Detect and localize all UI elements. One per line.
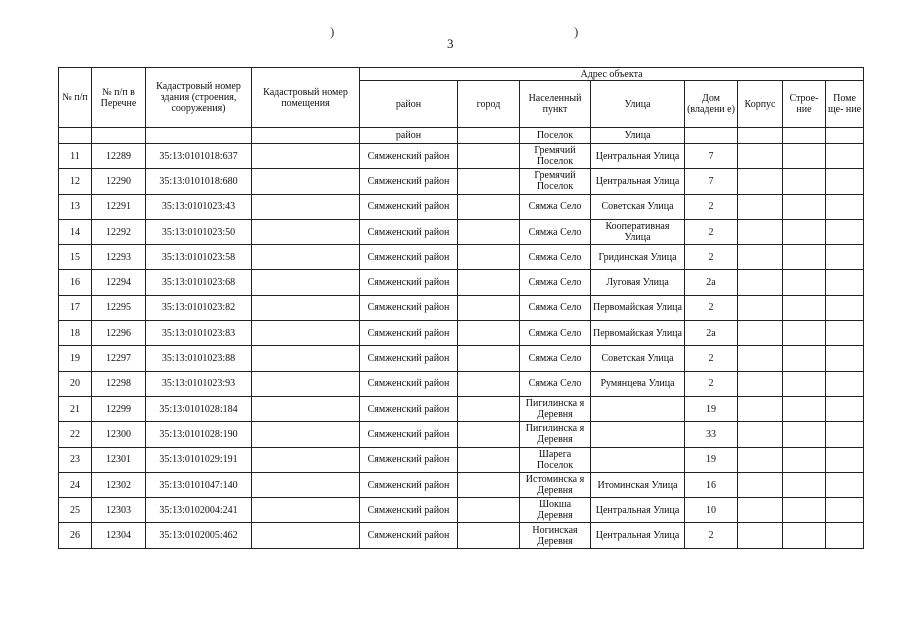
- cell-district: район: [360, 128, 458, 144]
- cell-building-cadastral: 35:13:0102004:241: [146, 498, 252, 523]
- cell-district: Сямженский район: [360, 144, 458, 169]
- cell-house: 2а: [685, 321, 738, 346]
- cell-list-num: [92, 128, 146, 144]
- continuation-row: [59, 128, 864, 144]
- cell-num: 14: [59, 219, 92, 244]
- cell-pomeshchenie: [826, 472, 864, 497]
- cell-list-num: 12293: [92, 245, 146, 270]
- cell-num: 24: [59, 472, 92, 497]
- cell-street: Первомайская Улица: [591, 295, 685, 320]
- cell-settlement: Сямжа Село: [520, 270, 591, 295]
- table-row: [59, 270, 864, 295]
- cell-city: [458, 321, 520, 346]
- header-settlement: Населенный пункт: [520, 81, 591, 128]
- cell-city: [458, 523, 520, 548]
- cell-building-cadastral: 35:13:0101029:191: [146, 447, 252, 472]
- table-row: [59, 396, 864, 421]
- cell-house: 19: [685, 447, 738, 472]
- cell-building-cadastral: 35:13:0101018:680: [146, 169, 252, 194]
- cell-list-num: 12302: [92, 472, 146, 497]
- table-row: [59, 422, 864, 447]
- cell-city: [458, 472, 520, 497]
- cell-settlement: Сямжа Село: [520, 194, 591, 219]
- cell-building-cadastral: 35:13:0101023:50: [146, 219, 252, 244]
- cell-building-cadastral: [146, 128, 252, 144]
- cell-pomeshchenie: [826, 447, 864, 472]
- header-street: Улица: [591, 81, 685, 128]
- cell-num: 23: [59, 447, 92, 472]
- cell-settlement: Пигилинска я Деревня: [520, 422, 591, 447]
- property-register-table: [58, 67, 864, 549]
- cell-city: [458, 219, 520, 244]
- cell-pomeshchenie: [826, 422, 864, 447]
- cell-korpus: [738, 219, 783, 244]
- cell-stroenie: [783, 144, 826, 169]
- cell-district: Сямженский район: [360, 270, 458, 295]
- cell-stroenie: [783, 346, 826, 371]
- cell-list-num: 12298: [92, 371, 146, 396]
- cell-city: [458, 169, 520, 194]
- cell-city: [458, 371, 520, 396]
- table-row: [59, 447, 864, 472]
- cell-list-num: 12300: [92, 422, 146, 447]
- cell-premises-cadastral: [252, 472, 360, 497]
- cell-list-num: 12295: [92, 295, 146, 320]
- cell-korpus: [738, 422, 783, 447]
- cell-pomeshchenie: [826, 144, 864, 169]
- cell-settlement: Сямжа Село: [520, 371, 591, 396]
- cell-house: 7: [685, 169, 738, 194]
- cell-street: [591, 422, 685, 447]
- cell-settlement: Пигилинска я Деревня: [520, 396, 591, 421]
- cell-street: Центральная Улица: [591, 169, 685, 194]
- cell-premises-cadastral: [252, 346, 360, 371]
- header-list-num: № п/п в Перечне: [92, 68, 146, 128]
- cell-district: Сямженский район: [360, 245, 458, 270]
- table-header: [59, 68, 864, 144]
- cell-city: [458, 245, 520, 270]
- cell-house: 2: [685, 523, 738, 548]
- cell-house: 19: [685, 396, 738, 421]
- cell-list-num: 12292: [92, 219, 146, 244]
- cell-list-num: 12299: [92, 396, 146, 421]
- header-korpus: Корпус: [738, 81, 783, 128]
- cell-premises-cadastral: [252, 447, 360, 472]
- cell-korpus: [738, 169, 783, 194]
- cell-korpus: [738, 128, 783, 144]
- cell-num: 22: [59, 422, 92, 447]
- cell-pomeshchenie: [826, 219, 864, 244]
- cell-street: Гридинская Улица: [591, 245, 685, 270]
- cell-district: Сямженский район: [360, 472, 458, 497]
- cell-stroenie: [783, 128, 826, 144]
- cell-street: Центральная Улица: [591, 498, 685, 523]
- cell-building-cadastral: 35:13:0101047:140: [146, 472, 252, 497]
- cell-district: Сямженский район: [360, 194, 458, 219]
- cell-district: Сямженский район: [360, 422, 458, 447]
- table-row: [59, 169, 864, 194]
- cell-list-num: 12301: [92, 447, 146, 472]
- cell-stroenie: [783, 523, 826, 548]
- page-number: 3: [447, 36, 454, 51]
- cell-city: [458, 270, 520, 295]
- cell-building-cadastral: 35:13:0101023:83: [146, 321, 252, 346]
- table-row: [59, 194, 864, 219]
- cell-settlement: Сямжа Село: [520, 321, 591, 346]
- cell-korpus: [738, 447, 783, 472]
- cell-premises-cadastral: [252, 396, 360, 421]
- cell-district: Сямженский район: [360, 346, 458, 371]
- cell-settlement: Гремячий Поселок: [520, 144, 591, 169]
- cell-num: 16: [59, 270, 92, 295]
- cell-pomeshchenie: [826, 270, 864, 295]
- cell-korpus: [738, 396, 783, 421]
- cell-korpus: [738, 270, 783, 295]
- cell-stroenie: [783, 219, 826, 244]
- cell-stroenie: [783, 295, 826, 320]
- cell-premises-cadastral: [252, 144, 360, 169]
- table-row: [59, 472, 864, 497]
- cell-premises-cadastral: [252, 245, 360, 270]
- cell-building-cadastral: 35:13:0101023:93: [146, 371, 252, 396]
- cell-pomeshchenie: [826, 523, 864, 548]
- cell-street: Улица: [591, 128, 685, 144]
- cell-pomeshchenie: [826, 128, 864, 144]
- cell-list-num: 12291: [92, 194, 146, 219]
- cell-num: 12: [59, 169, 92, 194]
- cell-building-cadastral: 35:13:0102005:462: [146, 523, 252, 548]
- cell-settlement: Поселок: [520, 128, 591, 144]
- cell-city: [458, 346, 520, 371]
- cell-district: Сямженский район: [360, 295, 458, 320]
- cell-pomeshchenie: [826, 295, 864, 320]
- cell-street: Луговая Улица: [591, 270, 685, 295]
- header-stroenie: Строе- ние: [783, 81, 826, 128]
- cell-district: Сямженский район: [360, 498, 458, 523]
- cell-house: [685, 128, 738, 144]
- cell-premises-cadastral: [252, 169, 360, 194]
- cell-stroenie: [783, 245, 826, 270]
- cell-list-num: 12297: [92, 346, 146, 371]
- cell-num: 17: [59, 295, 92, 320]
- cell-pomeshchenie: [826, 346, 864, 371]
- cell-street: Центральная Улица: [591, 144, 685, 169]
- table-row: [59, 144, 864, 169]
- handwritten-mark-left: ): [330, 24, 335, 39]
- cell-city: [458, 144, 520, 169]
- cell-num: 20: [59, 371, 92, 396]
- cell-street: [591, 447, 685, 472]
- cell-stroenie: [783, 422, 826, 447]
- cell-korpus: [738, 498, 783, 523]
- table-row: [59, 295, 864, 320]
- cell-street: Советская Улица: [591, 346, 685, 371]
- cell-premises-cadastral: [252, 295, 360, 320]
- cell-stroenie: [783, 498, 826, 523]
- cell-stroenie: [783, 472, 826, 497]
- cell-num: 11: [59, 144, 92, 169]
- cell-korpus: [738, 371, 783, 396]
- cell-pomeshchenie: [826, 245, 864, 270]
- cell-district: Сямженский район: [360, 447, 458, 472]
- cell-premises-cadastral: [252, 194, 360, 219]
- cell-building-cadastral: 35:13:0101023:82: [146, 295, 252, 320]
- table-row: [59, 523, 864, 548]
- table-row: [59, 219, 864, 244]
- cell-house: 2: [685, 295, 738, 320]
- table-row: [59, 371, 864, 396]
- cell-district: Сямженский район: [360, 371, 458, 396]
- cell-street: Кооперативная Улица: [591, 219, 685, 244]
- cell-stroenie: [783, 194, 826, 219]
- cell-city: [458, 396, 520, 421]
- cell-num: 15: [59, 245, 92, 270]
- cell-street: Советская Улица: [591, 194, 685, 219]
- cell-premises-cadastral: [252, 498, 360, 523]
- cell-korpus: [738, 194, 783, 219]
- cell-city: [458, 422, 520, 447]
- cell-num: 19: [59, 346, 92, 371]
- cell-list-num: 12296: [92, 321, 146, 346]
- cell-korpus: [738, 295, 783, 320]
- cell-settlement: Сямжа Село: [520, 219, 591, 244]
- cell-premises-cadastral: [252, 219, 360, 244]
- cell-pomeshchenie: [826, 498, 864, 523]
- cell-stroenie: [783, 371, 826, 396]
- header-pomeshchenie: Поме ще- ние: [826, 81, 864, 128]
- cell-pomeshchenie: [826, 169, 864, 194]
- header-address-group: Адрес объекта: [360, 68, 864, 81]
- cell-district: Сямженский район: [360, 169, 458, 194]
- cell-premises-cadastral: [252, 422, 360, 447]
- cell-premises-cadastral: [252, 270, 360, 295]
- cell-pomeshchenie: [826, 371, 864, 396]
- cell-list-num: 12290: [92, 169, 146, 194]
- cell-settlement: Ногинская Деревня: [520, 523, 591, 548]
- cell-house: 7: [685, 144, 738, 169]
- cell-stroenie: [783, 270, 826, 295]
- cell-korpus: [738, 245, 783, 270]
- cell-house: 16: [685, 472, 738, 497]
- cell-settlement: Шарега Поселок: [520, 447, 591, 472]
- cell-korpus: [738, 321, 783, 346]
- cell-building-cadastral: 35:13:0101023:68: [146, 270, 252, 295]
- cell-stroenie: [783, 447, 826, 472]
- cell-korpus: [738, 472, 783, 497]
- table-row: [59, 346, 864, 371]
- cell-house: 33: [685, 422, 738, 447]
- cell-premises-cadastral: [252, 371, 360, 396]
- cell-city: [458, 295, 520, 320]
- header-house: Дом (владени е): [685, 81, 738, 128]
- table-row: [59, 245, 864, 270]
- cell-pomeshchenie: [826, 194, 864, 219]
- cell-premises-cadastral: [252, 523, 360, 548]
- cell-pomeshchenie: [826, 321, 864, 346]
- cell-district: Сямженский район: [360, 523, 458, 548]
- cell-num: [59, 128, 92, 144]
- cell-house: 2а: [685, 270, 738, 295]
- cell-building-cadastral: 35:13:0101023:43: [146, 194, 252, 219]
- cell-district: Сямженский район: [360, 219, 458, 244]
- cell-list-num: 12304: [92, 523, 146, 548]
- cell-premises-cadastral: [252, 128, 360, 144]
- cell-street: Румянцева Улица: [591, 371, 685, 396]
- handwritten-mark-right: ): [574, 24, 579, 39]
- cell-house: 2: [685, 371, 738, 396]
- cell-street: Первомайская Улица: [591, 321, 685, 346]
- header-num: № п/п: [59, 68, 92, 128]
- cell-num: 13: [59, 194, 92, 219]
- cell-district: Сямженский район: [360, 396, 458, 421]
- table-body: [59, 144, 864, 549]
- cell-house: 2: [685, 346, 738, 371]
- cell-city: [458, 194, 520, 219]
- cell-num: 21: [59, 396, 92, 421]
- cell-street: [591, 396, 685, 421]
- cell-num: 18: [59, 321, 92, 346]
- cell-city: [458, 447, 520, 472]
- header-building-cadastral: Кадастровый номер здания (строения, сооружения): [146, 68, 252, 128]
- cell-district: Сямженский район: [360, 321, 458, 346]
- cell-settlement: Сямжа Село: [520, 245, 591, 270]
- cell-city: [458, 498, 520, 523]
- cell-building-cadastral: 35:13:0101023:88: [146, 346, 252, 371]
- cell-stroenie: [783, 396, 826, 421]
- cell-street: Итоминская Улица: [591, 472, 685, 497]
- cell-house: 2: [685, 245, 738, 270]
- cell-list-num: 12303: [92, 498, 146, 523]
- cell-premises-cadastral: [252, 321, 360, 346]
- cell-building-cadastral: 35:13:0101018:637: [146, 144, 252, 169]
- cell-house: 10: [685, 498, 738, 523]
- table-row: [59, 498, 864, 523]
- cell-num: 26: [59, 523, 92, 548]
- cell-street: Центральная Улица: [591, 523, 685, 548]
- header-premises-cadastral: Кадастровый номер помещения: [252, 68, 360, 128]
- cell-list-num: 12294: [92, 270, 146, 295]
- cell-house: 2: [685, 194, 738, 219]
- cell-settlement: Истоминска я Деревня: [520, 472, 591, 497]
- cell-city: [458, 128, 520, 144]
- cell-settlement: Сямжа Село: [520, 295, 591, 320]
- table-row: [59, 321, 864, 346]
- cell-settlement: Шокша Деревня: [520, 498, 591, 523]
- cell-korpus: [738, 144, 783, 169]
- cell-settlement: Сямжа Село: [520, 346, 591, 371]
- cell-korpus: [738, 523, 783, 548]
- cell-building-cadastral: 35:13:0101023:58: [146, 245, 252, 270]
- cell-stroenie: [783, 169, 826, 194]
- cell-settlement: Гремячий Поселок: [520, 169, 591, 194]
- cell-building-cadastral: 35:13:0101028:190: [146, 422, 252, 447]
- cell-list-num: 12289: [92, 144, 146, 169]
- cell-pomeshchenie: [826, 396, 864, 421]
- cell-korpus: [738, 346, 783, 371]
- header-city: город: [458, 81, 520, 128]
- cell-building-cadastral: 35:13:0101028:184: [146, 396, 252, 421]
- header-district: район: [360, 81, 458, 128]
- cell-num: 25: [59, 498, 92, 523]
- cell-house: 2: [685, 219, 738, 244]
- cell-stroenie: [783, 321, 826, 346]
